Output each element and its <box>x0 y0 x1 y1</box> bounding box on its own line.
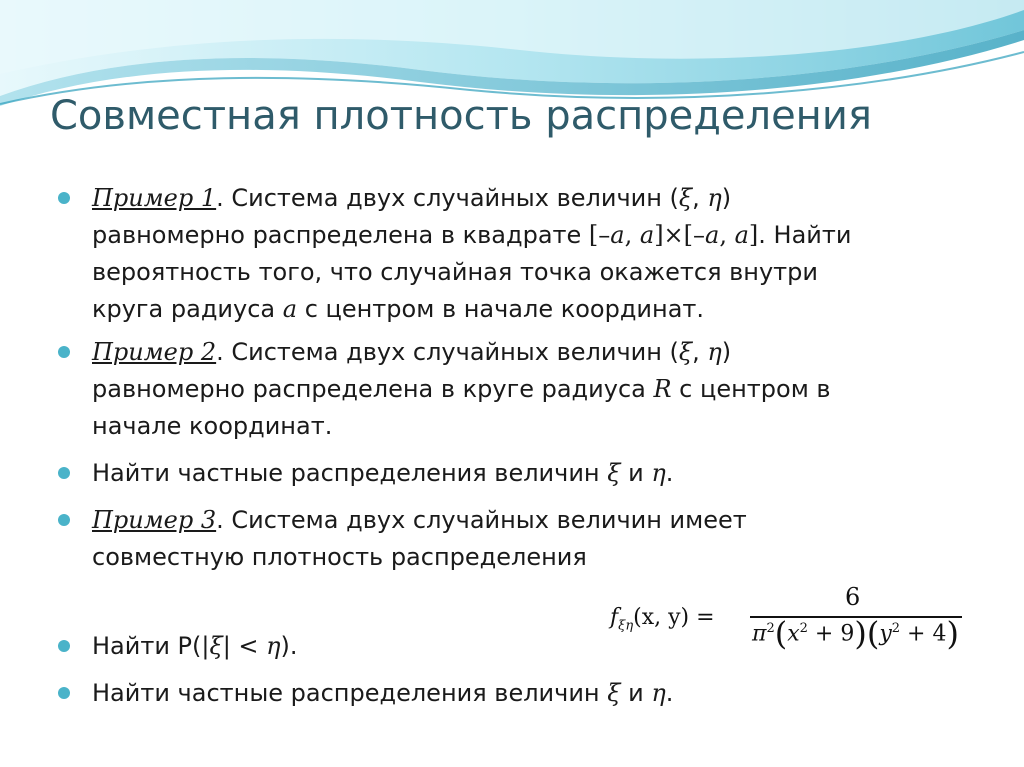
math-symbol: , <box>624 221 640 249</box>
math-symbol: , <box>719 221 735 249</box>
math-symbol: ]×[– <box>654 221 706 249</box>
formula-pi-power: 2 <box>766 621 775 636</box>
bullet-text: совместную плотность распределения <box>92 543 587 571</box>
math-symbol: R <box>653 375 672 403</box>
bullet-text: Найти P(| <box>92 632 210 660</box>
math-symbol: [– <box>588 221 611 249</box>
formula-subscript: ξη <box>618 618 634 634</box>
bullet-icon <box>58 514 70 526</box>
math-symbol: ξ <box>209 632 223 660</box>
formula-args: (x, y) = <box>633 605 715 630</box>
bullet-icon <box>58 346 70 358</box>
bullet-icon <box>58 640 70 652</box>
formula-plus4: + 4 <box>900 621 947 647</box>
bullet-text: . Найти <box>758 221 852 249</box>
formula-y: y <box>879 621 892 647</box>
bullet-icon <box>58 192 70 204</box>
bullet-text: . <box>665 679 674 707</box>
formula-f: f <box>610 605 619 630</box>
bullet-item <box>58 502 958 576</box>
bullet-text: круга радиуса <box>92 295 283 323</box>
math-symbol: a <box>639 221 655 249</box>
bullet-item <box>58 334 958 445</box>
formula-y-power: 2 <box>891 621 901 636</box>
formula-x: x <box>787 621 800 647</box>
bullet-text: с центром в <box>671 375 831 403</box>
math-symbol: ξ <box>607 679 621 707</box>
bullet-text: . Система двух случайных величин ( <box>216 338 679 366</box>
math-symbol: ] <box>748 221 759 249</box>
bullet-text: равномерно распределена в квадрате <box>92 221 589 249</box>
bullet-text: равномерно распределена в круге радиуса <box>92 375 654 403</box>
formula-numerator: 6 <box>845 583 861 611</box>
bullet-text: , <box>692 338 708 366</box>
bullet-text: с центром в начале координат. <box>297 295 705 323</box>
math-symbol: ξ <box>678 338 693 366</box>
bullet-text: | < <box>222 632 267 660</box>
slide-title: Совместная плотность распределения <box>50 93 872 139</box>
bullet-text: Найти частные распределения величин <box>92 459 608 487</box>
math-symbol: a <box>282 295 298 323</box>
math-symbol: ξ <box>678 184 693 212</box>
math-symbol: ξ <box>607 459 621 487</box>
math-symbol: a <box>705 221 720 249</box>
bullet-text: начале координат. <box>92 412 333 440</box>
bullet-item <box>58 180 958 328</box>
formula-pi: π <box>752 621 767 647</box>
math-symbol: η <box>707 184 722 212</box>
math-symbol: η <box>707 338 722 366</box>
math-symbol: a <box>610 221 625 249</box>
formula-lhs <box>610 605 715 633</box>
bullet-text: вероятность того, что случайная точка окажется внутри <box>92 258 818 286</box>
bullet-item <box>58 455 958 492</box>
bullet-text: . Система двух случайных величин ( <box>216 184 679 212</box>
bullet-text: ) <box>721 338 732 366</box>
density-formula <box>610 583 970 663</box>
math-symbol: a <box>734 221 749 249</box>
bullet-text: . <box>665 459 674 487</box>
bullet-text: Найти частные распределения величин <box>92 679 608 707</box>
formula-x-power: 2 <box>799 621 808 636</box>
bullet-text: и <box>620 459 652 487</box>
example-label: Пример 2 <box>92 338 217 366</box>
formula-denominator: $\pi^2(x^2 + 9)(y^2 + 4)$ <box>752 614 959 653</box>
bullet-text: ). <box>280 632 298 660</box>
math-symbol: η <box>651 679 666 707</box>
bullet-icon <box>58 467 70 479</box>
math-symbol: η <box>651 459 666 487</box>
bullet-text: , <box>692 184 708 212</box>
bullet-text: ) <box>721 184 732 212</box>
math-symbol: η <box>266 632 281 660</box>
bullet-item <box>58 675 958 712</box>
bullet-text: и <box>620 679 652 707</box>
bullet-text: . Система двух случайных величин имеет <box>216 506 747 534</box>
example-label: Пример 3 <box>92 506 217 534</box>
bullet-icon <box>58 687 70 699</box>
example-label: Пример 1 <box>92 184 217 212</box>
formula-plus9: + 9 <box>807 621 855 647</box>
